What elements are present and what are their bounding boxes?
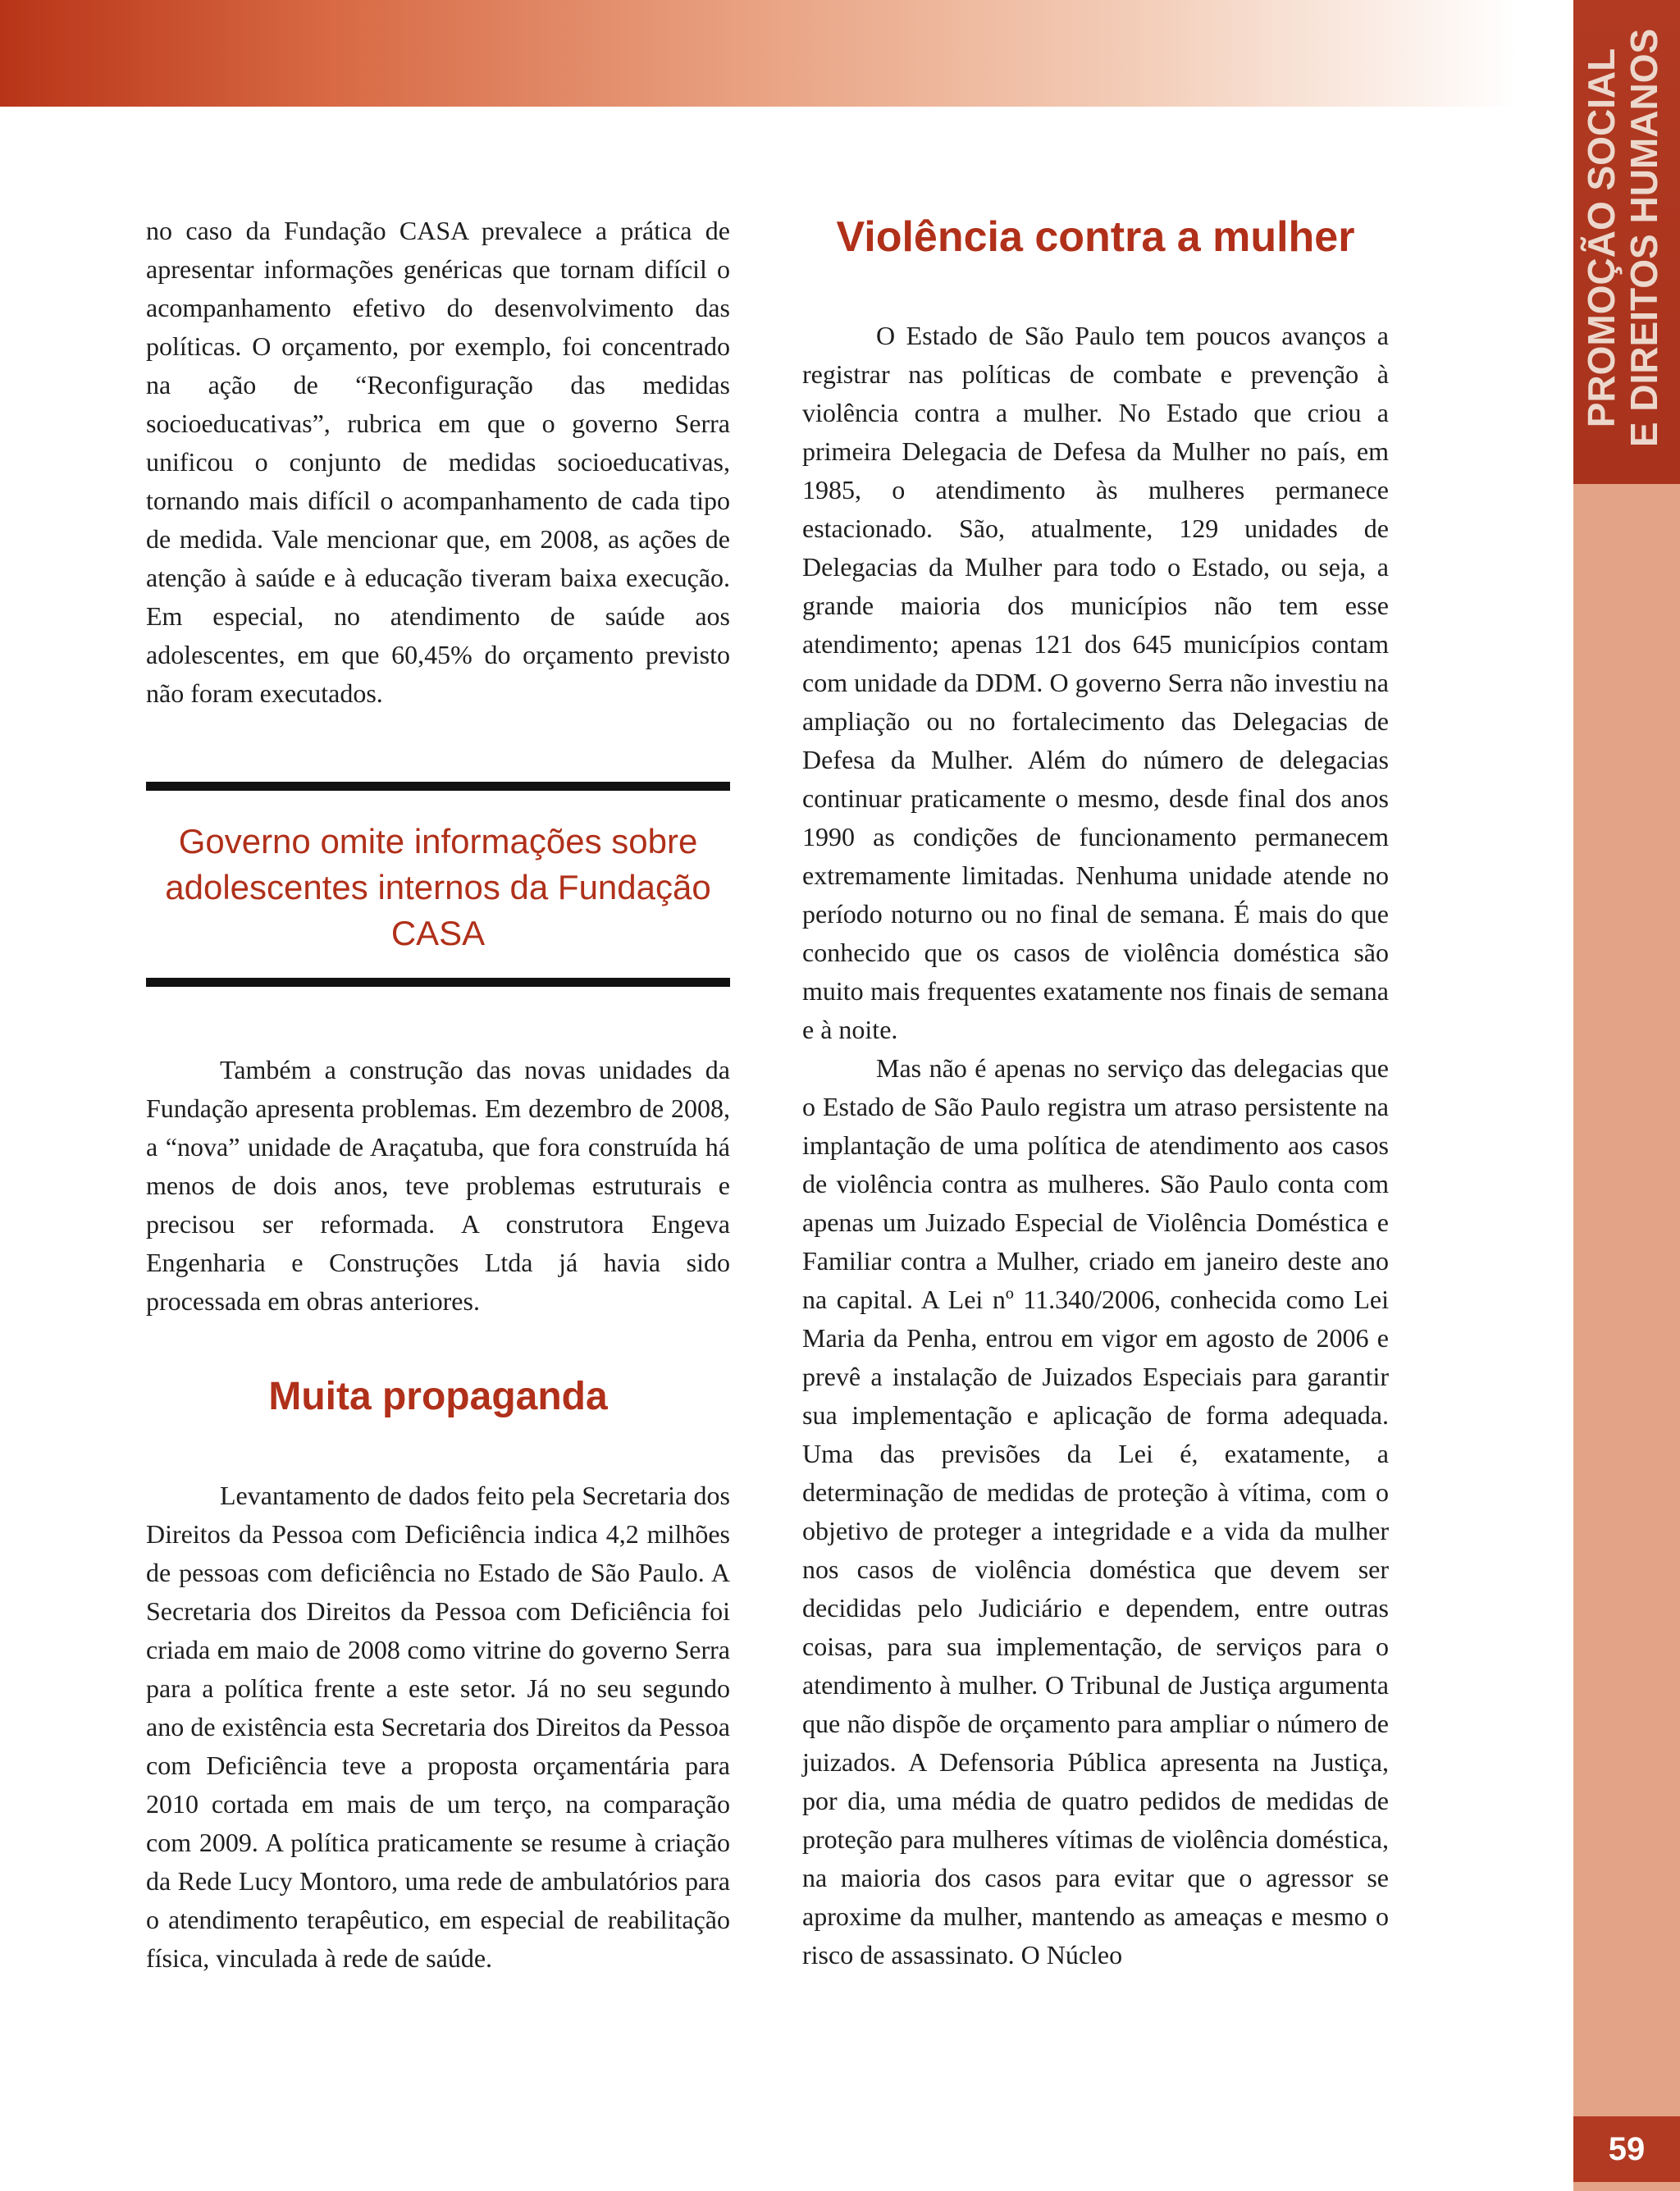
section-title-line1: PROMOÇÃO SOCIAL — [1580, 48, 1623, 428]
section-heading-muita-propaganda: Muita propaganda — [268, 1375, 608, 1418]
section-title — [1580, 8, 1672, 468]
section-title-line2: E DIREITOS HUMANOS — [1623, 28, 1665, 448]
left-paragraph-1: no caso da Fundação CASA prevalece a prática de apresentar informações genéricas que tornam difícil o acompanhamento efetivo do desenvolvimento das políticas. O orçamento, por exemplo, foi concentrado na ação de “Reconfiguração das medidas socioeducativas”, rubrica em que o governo Serra unificou o conjunto de medidas socioeducativas, tornando mais difícil o acompanhamento de cada tipo de medida. Vale mencionar que, em 2008, as ações de atenção à saúde e à educação tiveram baixa execução. Em especial, no atendimento de saúde aos adolescentes, em que 60,45% do orçamento previsto não foram executados. — [146, 216, 730, 708]
left-paragraph-2: Também a construção das novas unidades da Fundação apresenta problemas. Em dezembro de 2008, a “nova” unidade de Araçatuba, que fora construída há menos de dois anos, teve problemas estruturais e precisou ser reformada. A construtora Engeva Engenharia e Construções Ltda já havia sido processada em obras anteriores. — [146, 1055, 730, 1316]
right-column — [802, 212, 1389, 1974]
right-paragraph-1: O Estado de São Paulo tem poucos avanços a registrar nas políticas de combate e prevenção à violência contra a mulher. No Estado que criou a primeira Delegacia de Defesa da Mulher no país, em 1985, o atendimento às mulheres permanece estacionado. São, atualmente, 129 unidades de Delegacias da Mulher para todo o Estado, ou seja, a grande maioria dos municípios não tem esse atendimento; apenas 121 dos 645 municípios contam com unidade da DDM. O governo Serra não investiu na ampliação ou no fortalecimento das Delegacias de Defesa da Mulher. Além do número de delegacias continuar praticamente o mesmo, desde final dos anos 1990 as condições de funcionamento permanecem extremamente limitadas. Nenhuma unidade atende no período noturno ou no final de semana. É mais do que conhecido que os casos de violência doméstica são muito mais frequentes exatamente nos finais de semana e à noite. — [802, 321, 1389, 1044]
header-gradient-band — [0, 0, 1518, 107]
right-paragraph-2: Mas não é apenas no serviço das delegacias que o Estado de São Paulo registra um atraso persistente na implantação de uma política de atendimento aos casos de violência contra as mulheres. São Paulo conta com apenas um Juizado Especial de Violência Doméstica e Familiar contra a Mulher, criado em janeiro deste ano na capital. A Lei nº 11.340/2006, conhecida como Lei Maria da Penha, entrou em vigor em agosto de 2006 e prevê a instalação de Juizados Especiais para garantir sua implementação e aplicação de forma adequada. Uma das previsões da Lei é, exatamente, a determinação de medidas de proteção à vítima, com o objetivo de proteger a integridade e a vida da mulher nos casos de violência doméstica que devem ser decididas pelo Judiciário e dependem, entre outras coisas, para sua implementação, de serviços para o atendimento à mulher. O Tribunal de Justiça argumenta que não dispõe de orçamento para ampliar o número de juizados. A Defensoria Pública apresenta na Justiça, por dia, uma média de quatro pedidos de medidas de proteção para mulheres vítimas de violência doméstica, na maioria dos casos para evitar que o agressor se aproxime da mulher, mantendo as ameaças e mesmo o risco de assassinato. O Núcleo — [802, 1053, 1389, 1970]
pull-quote: Governo omite informações sobre adolescentes internos da Fundação CASA — [146, 782, 730, 987]
section-side-tab-header — [1573, 0, 1680, 484]
left-paragraph-3: Levantamento de dados feito pela Secretaria dos Direitos da Pessoa com Deficiência indica 4,2 milhões de pessoas com deficiência no Estado de São Paulo. A Secretaria dos Direitos da Pessoa com Deficiência foi criada em maio de 2008 como vitrine do governo Serra para a política frente a este setor. Já no seu segundo ano de existência esta Secretaria dos Direitos da Pessoa com Deficiência teve a proposta orçamentária para 2010 cortada em mais de um terço, na comparação com 2009. A política praticamente se resume à criação da Rede Lucy Montoro, uma rede de ambulatórios para o atendimento terapêutico, em especial de reabilitação física, vinculada à rede de saúde. — [146, 1481, 730, 1973]
left-column — [146, 212, 730, 1978]
section-side-tab — [1573, 0, 1680, 2191]
page-number: 59 — [1573, 2116, 1680, 2182]
section-heading-violencia: Violência contra a mulher — [836, 213, 1355, 261]
